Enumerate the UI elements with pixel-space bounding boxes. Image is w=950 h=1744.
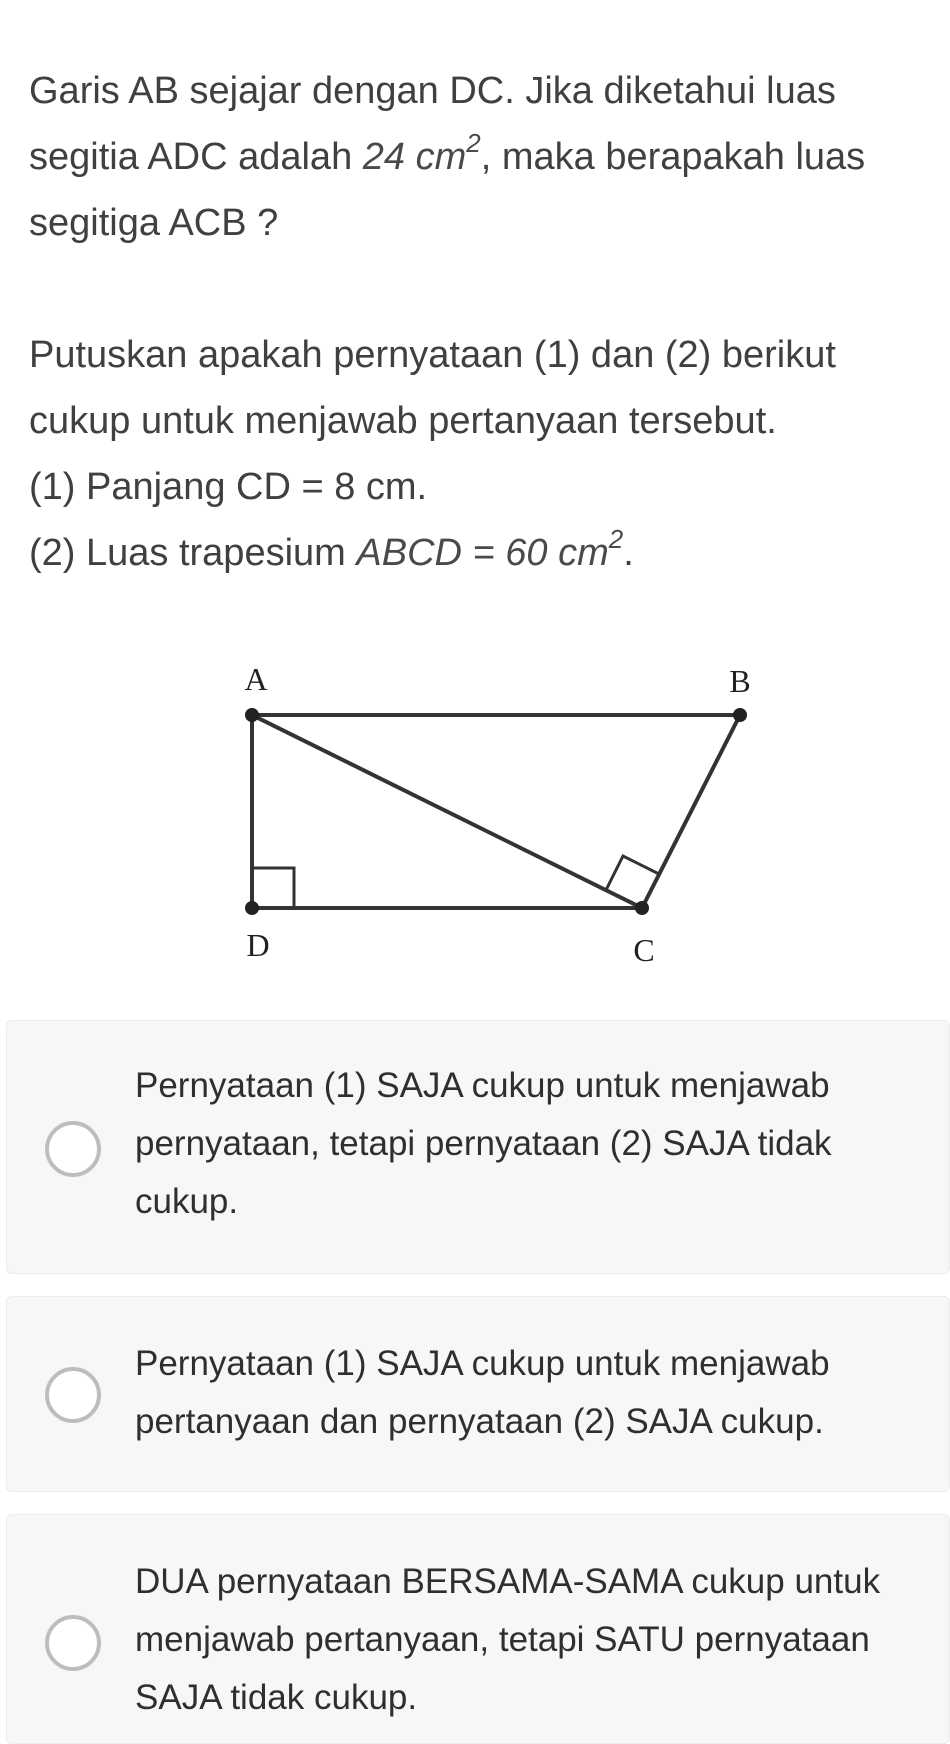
answer-option-3-text: [135, 1553, 945, 1727]
radio-button-3[interactable]: [45, 1615, 101, 1671]
radio-button-1[interactable]: [45, 1121, 101, 1177]
vertex-b: [733, 708, 747, 722]
right-angle-mark-c: [606, 856, 659, 890]
statement-2: (2) Luas trapesium ABCD = 60 $cm^2$.: [29, 524, 634, 574]
vertex-d: [245, 901, 259, 915]
answer-option-1-line-3: cukup.: [135, 1182, 239, 1221]
answer-option-3-line-1: DUA pernyataan BERSAMA-SAMA cukup untuk: [135, 1562, 881, 1601]
question-line-1: Garis AB sejajar dengan DC. Jika diketahui luas: [29, 70, 836, 112]
area-adc-value: 24 cm: [362, 136, 467, 178]
statement-1: (1) Panjang CD = 8 cm.: [29, 466, 428, 508]
label-d: D: [246, 927, 270, 963]
label-c: C: [633, 932, 655, 968]
answer-option-2-line-1: Pernyataan (1) SAJA cukup untuk menjawab: [135, 1344, 830, 1383]
label-b: B: [729, 663, 751, 699]
answer-option-1-text: [135, 1057, 945, 1231]
answer-option-2-text: [135, 1335, 945, 1451]
diagonal-ac: [252, 715, 642, 908]
statement-2-math: ABCD = 60 cm: [356, 532, 609, 574]
trapezoid-figure: [220, 650, 760, 980]
statement-2-exponent: 2: [608, 524, 624, 554]
question-line-2: segitia ADC adalah 24 $cm^2$, maka berapakah luas: [29, 128, 866, 178]
segment-bc: [642, 715, 740, 908]
instruction-line-2: cukup untuk menjawab pertanyaan tersebut.: [29, 400, 777, 442]
answer-option-3[interactable]: [6, 1514, 950, 1744]
answer-option-1-line-2: pernyataan, tetapi pernyataan (2) SAJA tidak: [135, 1124, 832, 1163]
answer-option-2[interactable]: [6, 1296, 950, 1492]
answer-option-1-line-1: Pernyataan (1) SAJA cukup untuk menjawab: [135, 1066, 830, 1105]
answer-option-3-line-3: SAJA tidak cukup.: [135, 1678, 418, 1717]
question-line-3: segitiga ACB ?: [29, 202, 279, 244]
answer-option-2-line-2: pertanyaan dan pernyataan (2) SAJA cukup.: [135, 1402, 824, 1441]
question-text: [29, 58, 929, 586]
statement-1-math: CD = 8 cm.: [236, 466, 428, 508]
vertex-c: [635, 901, 649, 915]
area-adc-exponent: 2: [466, 128, 481, 158]
radio-button-2[interactable]: [45, 1367, 101, 1423]
trapezoid-diagram: [220, 650, 760, 980]
right-angle-mark-d: [252, 868, 294, 908]
instruction-line-1: Putuskan apakah pernyataan (1) dan (2) berikut: [29, 334, 836, 376]
answer-option-3-line-2: menjawab pertanyaan, tetapi SATU pernyataan: [135, 1620, 870, 1659]
answer-option-1[interactable]: [6, 1020, 950, 1274]
label-a: A: [244, 661, 268, 697]
vertex-a: [245, 708, 259, 722]
